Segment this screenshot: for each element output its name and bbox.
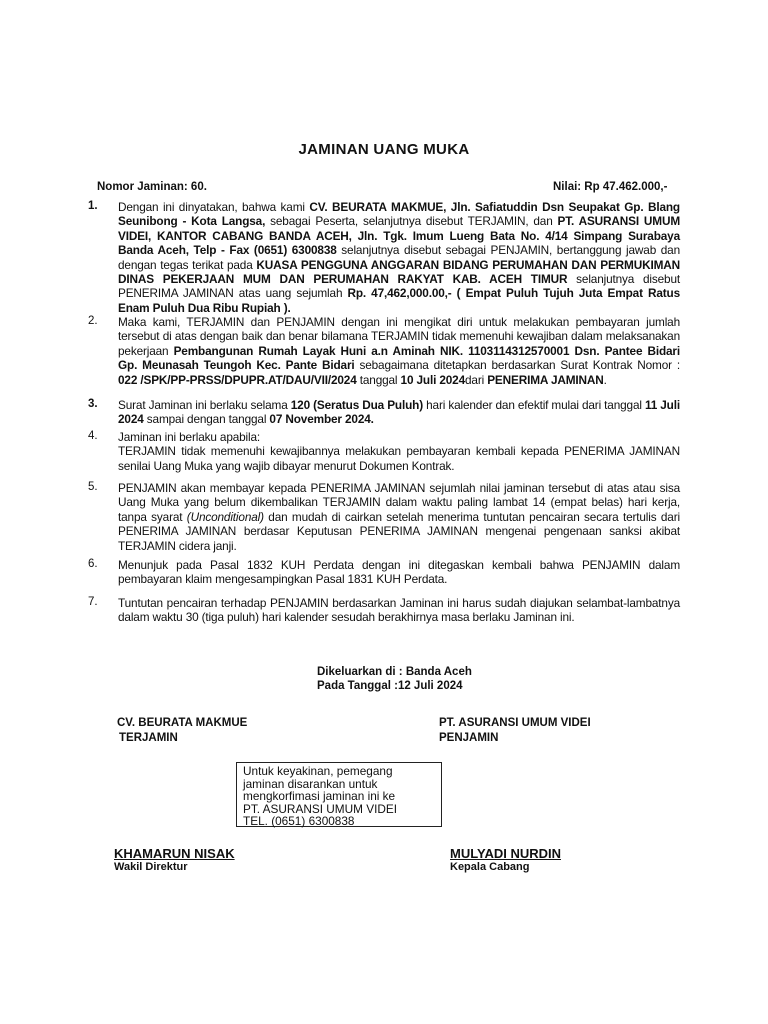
note-line: TEL. (0651) 6300838	[243, 814, 355, 828]
penjamin-signatory-title: Kepala Cabang	[450, 861, 530, 873]
note-line: Untuk keyakinan, pemegang	[243, 764, 393, 778]
clause-text-segment: PENJAMIN akan membayar kepada PENERIMA JAMINAN sejumlah nilai jaminan tersebut di atas atau sisa Uang Muka yang belum dikembalikan TERJAMIN dalam waktu paling lambat 14 (empat belas) hari kerja, tanpa syarat	[118, 481, 680, 524]
confirmation-note-box	[236, 762, 442, 827]
clause-text-segment: (Unconditional)	[186, 509, 264, 524]
penjamin-company: PT. ASURANSI UMUM VIDEI	[439, 717, 591, 729]
clause-text-segment: 022 /SPK/PP-PRSS/DPUPR.AT/DAU/VII/2024	[118, 372, 357, 387]
clause-text-segment: 11 Juli 2024	[118, 398, 680, 427]
clause-text-segment: TERJAMIN tidak memenuhi kewajibannya melakukan pembayaran kembali kepada PENERIMA JAMINAN senilai Uang Muka yang wajib dibayar menurut Dokumen Kontrak.	[118, 444, 680, 473]
issued-place: Dikeluarkan di : Banda Aceh	[317, 666, 472, 678]
clause-text-segment: Surat Jaminan ini berlaku selama	[118, 398, 291, 412]
terjamin-company: CV. BEURATA MAKMUE	[117, 717, 248, 729]
clause-text-segment: 120 (Seratus Dua Puluh)	[290, 398, 423, 412]
clause-text	[118, 430, 680, 473]
terjamin-role: TERJAMIN	[119, 732, 178, 744]
clause-text-segment: CV. BEURATA MAKMUE, Jln. Safiatuddin Dsn Seupakat Gp. Blang Seunibong - Kota Langsa,	[118, 200, 680, 229]
clause-text	[118, 596, 680, 625]
penjamin-role: PENJAMIN	[439, 732, 499, 744]
clause-text	[118, 398, 680, 427]
clause-text-segment: hari kalender dan efektif mulai dari tanggal	[423, 398, 645, 412]
guarantee-value: Nilai: Rp 47.462.000,-	[553, 181, 668, 193]
guarantee-number: Nomor Jaminan: 60.	[97, 181, 207, 193]
clause-number: 6.	[88, 558, 98, 570]
clause-4	[88, 430, 680, 473]
clause-number: 2.	[88, 315, 98, 327]
clause-3	[88, 398, 680, 427]
clause-text-segment: sebagaimana ditetapkan berdasarkan Surat Kontrak Nomor :	[354, 358, 680, 373]
clause-text-segment: 10 Juli 2024	[400, 372, 465, 387]
clause-text-segment: Maka kami, TERJAMIN dan PENJAMIN dengan ini mengikat diri untuk melakukan pembayaran jumlah tersebut di atas dengan baik dan benar bilamana TERJAMIN tidak memenuhi kewajiban dalam melaksanakan pekerjaan	[118, 315, 680, 358]
clause-text-segment: Pembangunan Rumah Layak Huni a.n Aminah NIK. 1103114312570001 Dsn. Pantee Bidari Gp. Meunasah Teungoh Kec. Pante Bidari	[118, 343, 680, 373]
clause-number: 7.	[88, 596, 98, 608]
clause-text-segment: KUASA PENGGUNA ANGGARAN BIDANG PERUMAHAN DAN PERMUKIMAN DINAS PEKERJAAN MUM DAN PERUMAHAN RAKYAT KAB. ACEH TIMUR	[118, 257, 680, 287]
clause-text-segment: 07 November 2024.	[269, 412, 374, 427]
clause-text-segment: sebagai Peserta, selanjutnya disebut TERJAMIN, dan	[265, 214, 558, 229]
clause-number: 1.	[88, 200, 98, 212]
clause-text-segment: Jaminan ini berlaku apabila:	[118, 430, 261, 444]
clause-6	[88, 558, 680, 587]
clause-text-segment: sampai dengan tanggal	[143, 412, 270, 427]
terjamin-signatory-name: KHAMARUN NISAK	[114, 846, 235, 861]
clause-text-segment: Menunjuk pada Pasal 1832 KUH Perdata dengan ini ditegaskan kembali bahwa PENJAMIN dalam pembayaran klaim mengesampingkan Pasal 1831 KUH Perdata.	[118, 558, 680, 587]
note-line: mengkorfimasi jaminan ini ke	[243, 789, 396, 803]
clause-5	[88, 481, 680, 553]
clause-number: 5.	[88, 481, 98, 493]
clause-2	[88, 315, 680, 387]
note-line: jaminan disarankan untuk	[243, 776, 378, 791]
clause-text-segment: dari	[465, 372, 488, 387]
clause-text-segment: .	[603, 372, 607, 387]
clause-text-segment: Tuntutan pencairan terhadap PENJAMIN berdasarkan Jaminan ini harus sudah diajukan selambat-lambatnya dalam waktu 30 (tiga puluh) hari kalender sesudah berakhirnya masa berlaku Jaminan ini.	[118, 596, 680, 625]
clause-text	[118, 200, 680, 315]
clause-text-segment: dan mudah di cairkan setelah menerima tuntutan pencairan secara tertulis dari PENERIMA JAMINAN berdasar Keputusan PENERIMA JAMINAN mengenai pengenaan sanksi akibat TERJAMIN cidera janji.	[118, 509, 680, 553]
document-title: JAMINAN UANG MUKA	[298, 141, 470, 158]
clause-text-segment: PT. ASURANSI UMUM VIDEI, KANTOR CABANG BANDA ACEH, Jln. Tgk. Imum Lueng Bata No. 4/14 Simpang Surabaya Banda Aceh, Telp - Fax (0651) 6300838	[118, 214, 680, 258]
clause-text	[118, 558, 680, 587]
clause-text-segment: PENERIMA JAMINAN	[487, 372, 604, 387]
terjamin-signatory-title: Wakil Direktur	[114, 861, 188, 873]
clause-text	[118, 315, 680, 387]
clause-text-segment: tanggal	[356, 372, 401, 387]
clause-text-segment: selanjutnya disebut PENERIMA JAMINAN atas uang sejumlah	[118, 272, 680, 301]
clause-text-segment: selanjutnya disebut sebagai PENJAMIN, bertanggung jawab dan dengan tegas terikat pada	[118, 243, 680, 272]
clause-text-segment: Dengan ini dinyatakan, bahwa kami	[118, 200, 310, 214]
clause-number: 4.	[88, 430, 98, 442]
clause-1	[88, 200, 680, 315]
clause-text	[118, 481, 680, 553]
penjamin-signatory-name: MULYADI NURDIN	[450, 846, 561, 861]
clause-text-segment: Rp. 47,462,000.00,- ( Empat Puluh Tujuh Juta Empat Ratus Enam Puluh Dua Ribu Rupiah ).	[118, 286, 681, 315]
clause-7	[88, 596, 680, 625]
clause-number: 3.	[88, 398, 98, 410]
issued-date: Pada Tanggal :12 Juli 2024	[317, 680, 463, 692]
note-line: PT. ASURANSI UMUM VIDEI	[243, 801, 398, 816]
